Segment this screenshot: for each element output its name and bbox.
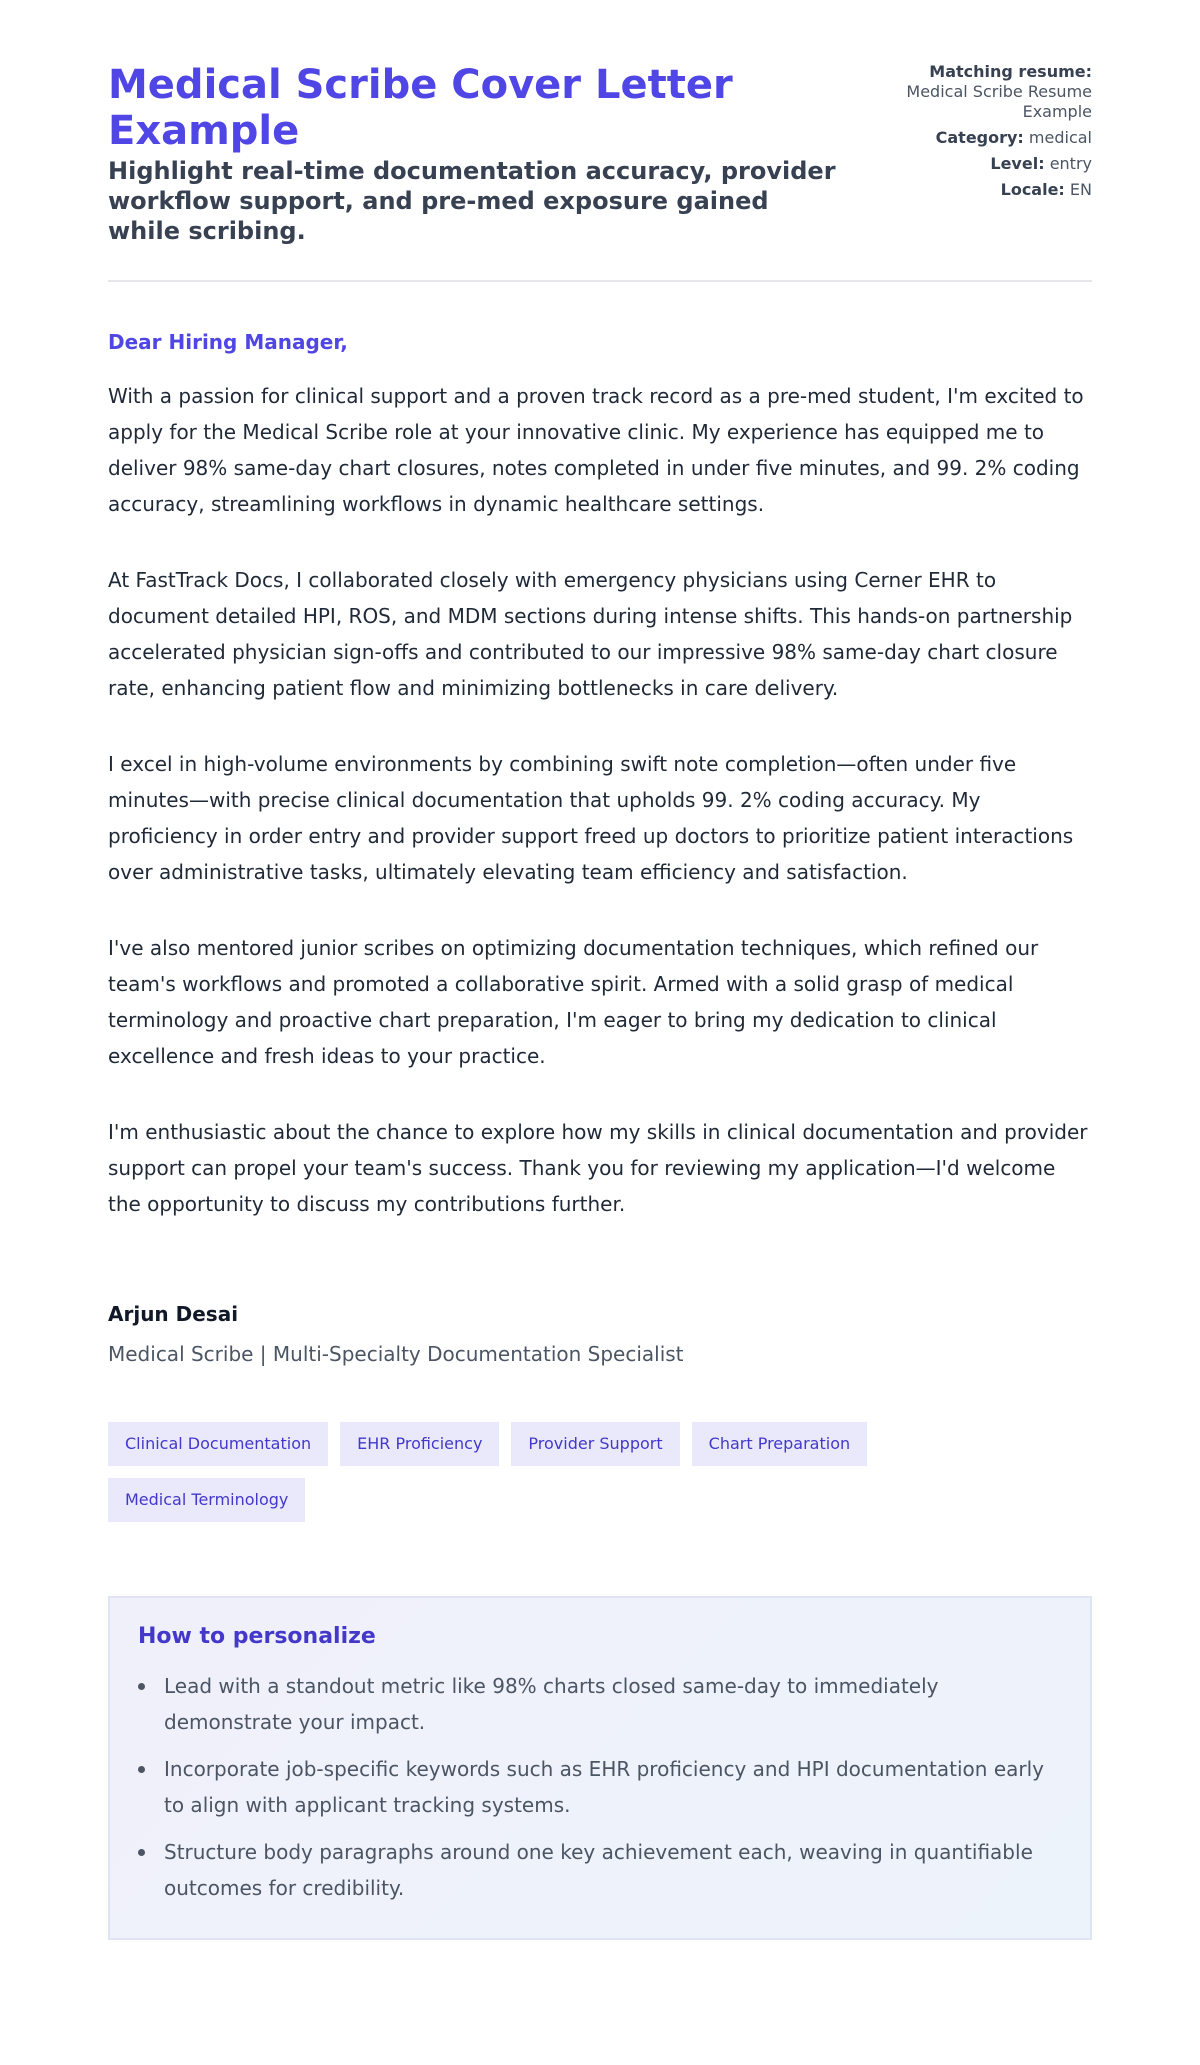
personalize-tips-panel	[108, 1596, 1092, 1940]
signature-name: Arjun Desai	[108, 1302, 239, 1326]
meta-value: entry	[1049, 154, 1092, 173]
letter-paragraph: I've also mentored junior scribes on optimizing documentation techniques, which refined our team's workflows and promoted a collaborative spirit. Armed with a solid grasp of medical terminology and proactive chart preparation, I'm eager to bring my dedication to clinical excellence and fresh ideas to your practice.	[108, 936, 1039, 1068]
skill-tag: Clinical Documentation	[108, 1422, 328, 1466]
tip-text: Lead with a standout metric like 98% charts closed same-day to immediately demonstrate your impact.	[164, 1674, 939, 1734]
tip-text: Structure body paragraphs around one key achievement each, weaving in quantifiable outcomes for credibility.	[164, 1840, 1033, 1900]
tip-item	[138, 1751, 1062, 1823]
skill-tag: Chart Preparation	[692, 1422, 867, 1466]
meta-category	[862, 128, 1092, 148]
page-title: Medical Scribe Cover Letter Example	[108, 62, 733, 154]
tips-title: How to personalize	[138, 1624, 376, 1649]
meta-matching-resume	[862, 62, 1092, 122]
letter-paragraph: I excel in high-volume environments by combining swift note completion—often under five minutes—with precise clinical documentation that upholds 99. 2% coding accuracy. My proficiency in order entry and provider support freed up doctors to prioritize patient interactions over administrative tasks, ultimately elevating team efficiency and satisfaction.	[108, 752, 1074, 884]
letter-paragraph: With a passion for clinical support and a proven track record as a pre-med student, I'm excited to apply for the Medical Scribe role at your innovative clinic. My experience has equipped me to deliver 98% same-day chart closures, notes completed in under five minutes, and 99. 2% coding accuracy, streamlining workflows in dynamic healthcare settings.	[108, 384, 1084, 516]
skill-tags	[108, 1422, 928, 1522]
letter-greeting: Dear Hiring Manager,	[108, 330, 348, 354]
signature-block	[108, 1302, 1092, 1366]
page-header	[108, 62, 1092, 282]
meta-value: medical	[1028, 128, 1092, 147]
skill-tag: Provider Support	[511, 1422, 679, 1466]
letter-paragraphs	[108, 378, 1092, 1222]
skill-tag: EHR Proficiency	[340, 1422, 499, 1466]
meta-panel	[862, 62, 1092, 206]
header-titles	[108, 62, 848, 246]
meta-label: Category:	[935, 128, 1024, 147]
meta-value: EN	[1069, 180, 1092, 199]
bullet-icon	[138, 1683, 145, 1690]
tip-item	[138, 1668, 1062, 1740]
tip-item	[138, 1834, 1062, 1906]
bullet-icon	[138, 1849, 145, 1856]
letter-body	[108, 330, 1092, 1366]
meta-level	[862, 154, 1092, 174]
matching-resume-link[interactable]: Medical Scribe Resume Example	[906, 82, 1092, 121]
meta-label: Locale:	[1000, 180, 1065, 199]
meta-label: Matching resume:	[929, 62, 1092, 81]
page-subtitle: Highlight real-time documentation accuracy, provider workflow support, and pre-med exposure gained while scribing.	[108, 157, 836, 245]
letter-paragraph: At FastTrack Docs, I collaborated closely with emergency physicians using Cerner EHR to document detailed HPI, ROS, and MDM sections during intense shifts. This hands-on partnership accelerated physician sign-offs and contributed to our impressive 98% same-day chart closure rate, enhancing patient flow and minimizing bottlenecks in care delivery.	[108, 568, 1073, 700]
signature-title: Medical Scribe | Multi-Specialty Documentation Specialist	[108, 1342, 684, 1366]
bullet-icon	[138, 1766, 145, 1773]
meta-label: Level:	[990, 154, 1045, 173]
tip-text: Incorporate job-specific keywords such as EHR proficiency and HPI documentation early to align with applicant tracking systems.	[164, 1757, 1044, 1817]
meta-locale	[862, 180, 1092, 200]
skill-tag: Medical Terminology	[108, 1478, 305, 1522]
tips-list	[138, 1668, 1062, 1906]
letter-paragraph: I'm enthusiastic about the chance to explore how my skills in clinical documentation and provider support can propel your team's success. Thank you for reviewing my application—I'd welcome the opportunity to discuss my contributions further.	[108, 1120, 1088, 1216]
